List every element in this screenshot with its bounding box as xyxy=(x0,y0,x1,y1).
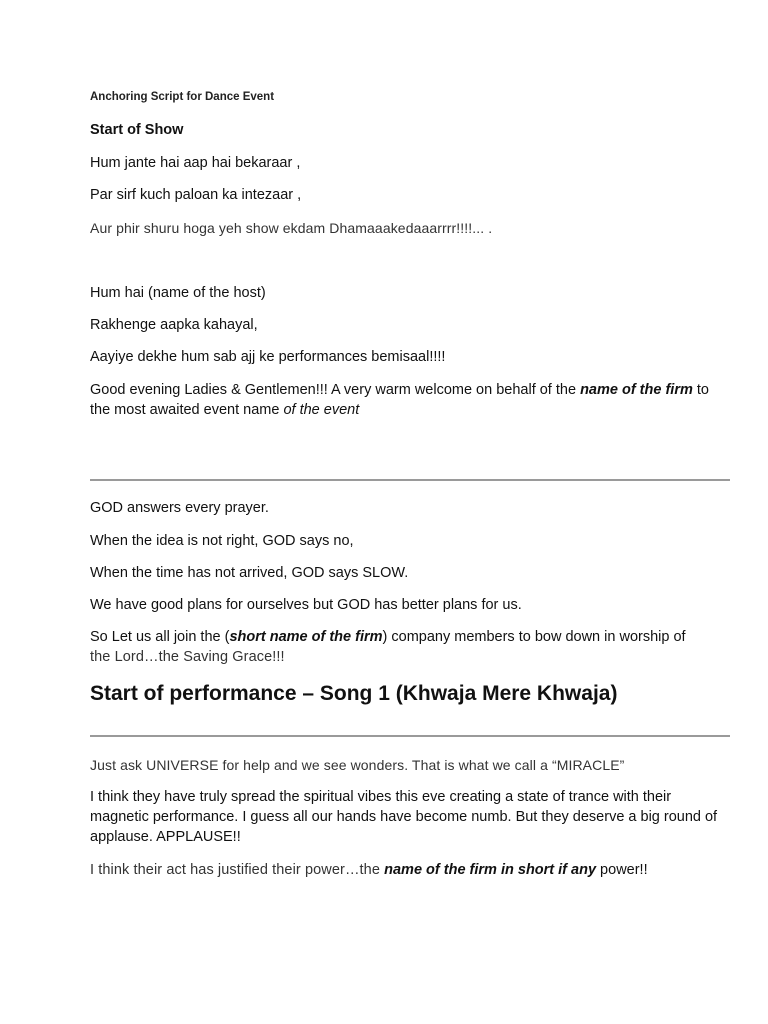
divider-2 xyxy=(90,735,730,737)
divider-1 xyxy=(90,479,730,481)
join-paragraph xyxy=(90,627,728,667)
join-firm: short name of the firm xyxy=(229,629,383,645)
join-post: the Lord…the Saving Grace!!! xyxy=(90,649,285,665)
intro-line-2: Par sirf kuch paloan ka intezaar , xyxy=(90,187,302,203)
prayer-line-2: When the idea is not right, GOD says no, xyxy=(90,533,354,549)
intro-line-6: Aayiye dekhe hum sab ajj ke performances bemisaal!!!! xyxy=(90,349,446,365)
intro-line-1: Hum jante hai aap hai bekaraar , xyxy=(90,155,301,171)
intro-line-3: Aur phir shuru hoga yeh show ekdam Dhamaaakedaaarrrr!!!!... . xyxy=(90,220,493,236)
welcome-mid: to the most awaited event name xyxy=(90,382,709,418)
intro-line-5: Rakhenge aapka kahayal, xyxy=(90,317,258,333)
start-of-show-heading: Start of Show xyxy=(90,122,184,138)
join-mid: ) company members to bow down in worship of xyxy=(382,629,686,645)
trance-paragraph: I think they have truly spread the spiritual vibes this eve creating a state of trance with their magnetic performance. I guess all our hands have become numb. But they deserve a big round of applause. APPLAUSE!! xyxy=(90,789,718,845)
prayer-line-4: We have good plans for ourselves but GOD has better plans for us. xyxy=(90,597,522,613)
join-pre: So Let us all join the ( xyxy=(90,629,230,645)
act-pre: I think their act has justified their power…the xyxy=(90,862,385,878)
welcome-paragraph xyxy=(90,380,728,420)
welcome-pre: Good evening Ladies & Gentlemen!!! A very warm welcome on behalf of the xyxy=(90,382,581,398)
act-post: power!! xyxy=(596,862,648,878)
act-firm: name of the firm in short if any xyxy=(384,862,597,878)
welcome-firm: name of the firm xyxy=(580,382,693,398)
act-paragraph xyxy=(90,860,728,880)
welcome-event: of the event xyxy=(283,402,360,418)
prayer-line-3: When the time has not arrived, GOD says SLOW. xyxy=(90,565,409,581)
performance-heading: Start of performance – Song 1 (Khwaja Mere Khwaja) xyxy=(90,682,618,705)
universe-line: Just ask UNIVERSE for help and we see wonders. That is what we call a “MIRACLE” xyxy=(90,757,625,773)
intro-line-4: Hum hai (name of the host) xyxy=(90,285,266,301)
document-title: Anchoring Script for Dance Event xyxy=(90,91,275,103)
prayer-line-1: GOD answers every prayer. xyxy=(90,500,269,516)
